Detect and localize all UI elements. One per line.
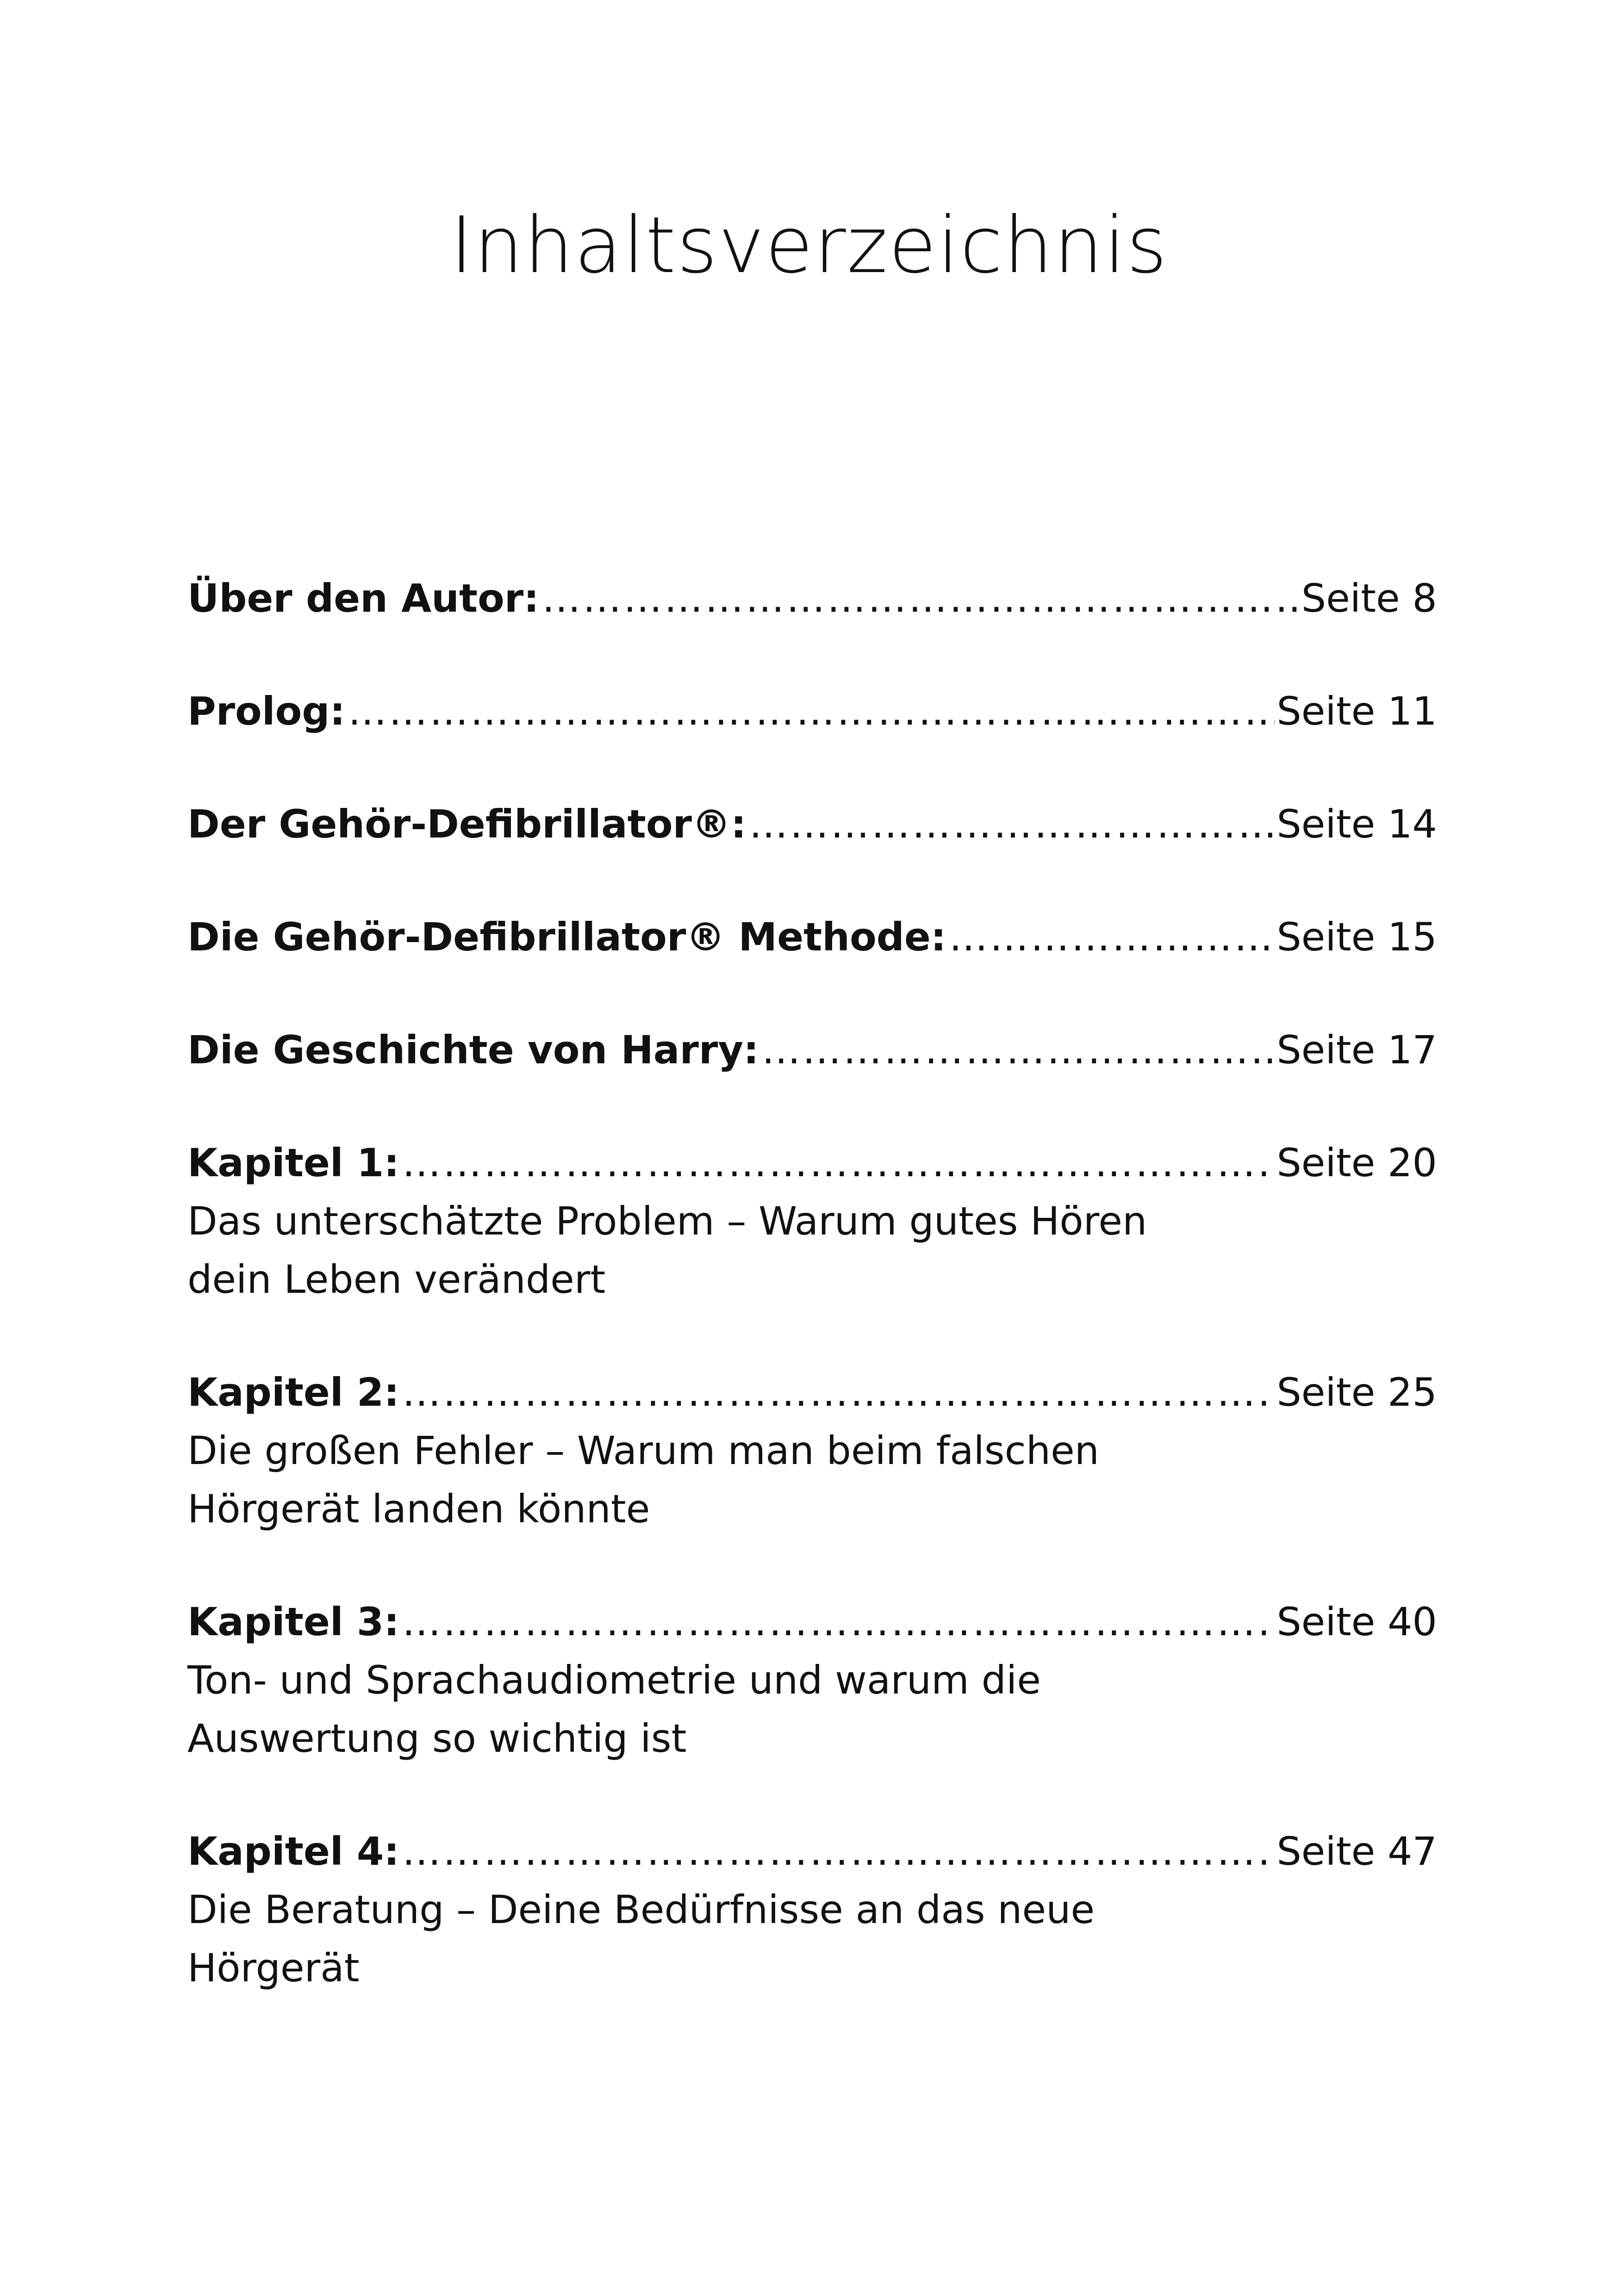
toc-entry[interactable] — [187, 1134, 1437, 1309]
toc-entry-page: Seite 25 — [1276, 1370, 1437, 1415]
toc-entry-page: Seite 20 — [1276, 1140, 1437, 1185]
toc-entry-label: Über den Autor: — [187, 576, 539, 621]
toc-entry-page: Seite 47 — [1276, 1829, 1437, 1874]
dot-leader — [762, 1021, 1275, 1079]
toc-entry-page: Seite 15 — [1276, 914, 1437, 960]
toc-entry-label: Kapitel 4: — [187, 1829, 399, 1874]
toc-entry[interactable] — [187, 1021, 1437, 1079]
dot-leader — [949, 908, 1275, 966]
toc-entry-line — [187, 795, 1437, 853]
dot-leader — [542, 569, 1300, 627]
toc-entry-label: Kapitel 3: — [187, 1599, 399, 1644]
dot-leader — [749, 795, 1275, 853]
toc-entry-line — [187, 1134, 1437, 1192]
toc-entry-label: Kapitel 2: — [187, 1370, 399, 1415]
toc-entry-subtitle: Die Beratung – Deine Bedürfnisse an das neue Hörgerät — [187, 1887, 1095, 1991]
dot-leader — [348, 682, 1275, 740]
toc-entry-subtitle: Das unterschätzte Problem – Warum gutes Hören dein Leben verändert — [187, 1198, 1147, 1302]
toc-entry[interactable] — [187, 569, 1437, 627]
page-title: Inhaltsverzeichnis — [450, 200, 1168, 291]
toc-entry[interactable] — [187, 682, 1437, 740]
toc-entry-page: Seite 8 — [1301, 576, 1437, 621]
toc-entry-line — [187, 1021, 1437, 1079]
dot-leader — [402, 1593, 1275, 1651]
toc-entry-page: Seite 40 — [1276, 1599, 1437, 1644]
table-of-contents — [187, 569, 1437, 2052]
toc-entry[interactable] — [187, 795, 1437, 853]
toc-entry-line — [187, 1822, 1437, 1880]
toc-entry[interactable] — [187, 1593, 1437, 1768]
toc-entry-line — [187, 1593, 1437, 1651]
toc-entry-page: Seite 14 — [1276, 801, 1437, 847]
toc-entry-subtitle: Ton- und Sprachaudiometrie und warum die Auswertung so wichtig ist — [187, 1657, 1041, 1761]
toc-entry-label: Prolog: — [187, 689, 345, 734]
toc-entry[interactable] — [187, 908, 1437, 966]
toc-entry-line — [187, 908, 1437, 966]
toc-entry-label: Kapitel 1: — [187, 1140, 399, 1185]
toc-entry-page: Seite 17 — [1276, 1027, 1437, 1073]
toc-entry[interactable] — [187, 1363, 1437, 1538]
dot-leader — [402, 1363, 1275, 1421]
toc-entry-label: Die Gehör-Defibrillator® Methode: — [187, 914, 946, 960]
dot-leader — [402, 1822, 1275, 1880]
toc-entry-label: Der Gehör-Defibrillator®: — [187, 801, 747, 847]
toc-entry-subtitle: Die großen Fehler – Warum man beim falschen Hörgerät landen könnte — [187, 1428, 1099, 1532]
toc-entry-line — [187, 1363, 1437, 1421]
toc-entry-line — [187, 569, 1437, 627]
dot-leader — [402, 1134, 1275, 1192]
toc-entry-line — [187, 682, 1437, 740]
toc-entry[interactable] — [187, 1822, 1437, 1997]
toc-entry-page: Seite 11 — [1276, 689, 1437, 734]
toc-entry-label: Die Geschichte von Harry: — [187, 1027, 759, 1073]
